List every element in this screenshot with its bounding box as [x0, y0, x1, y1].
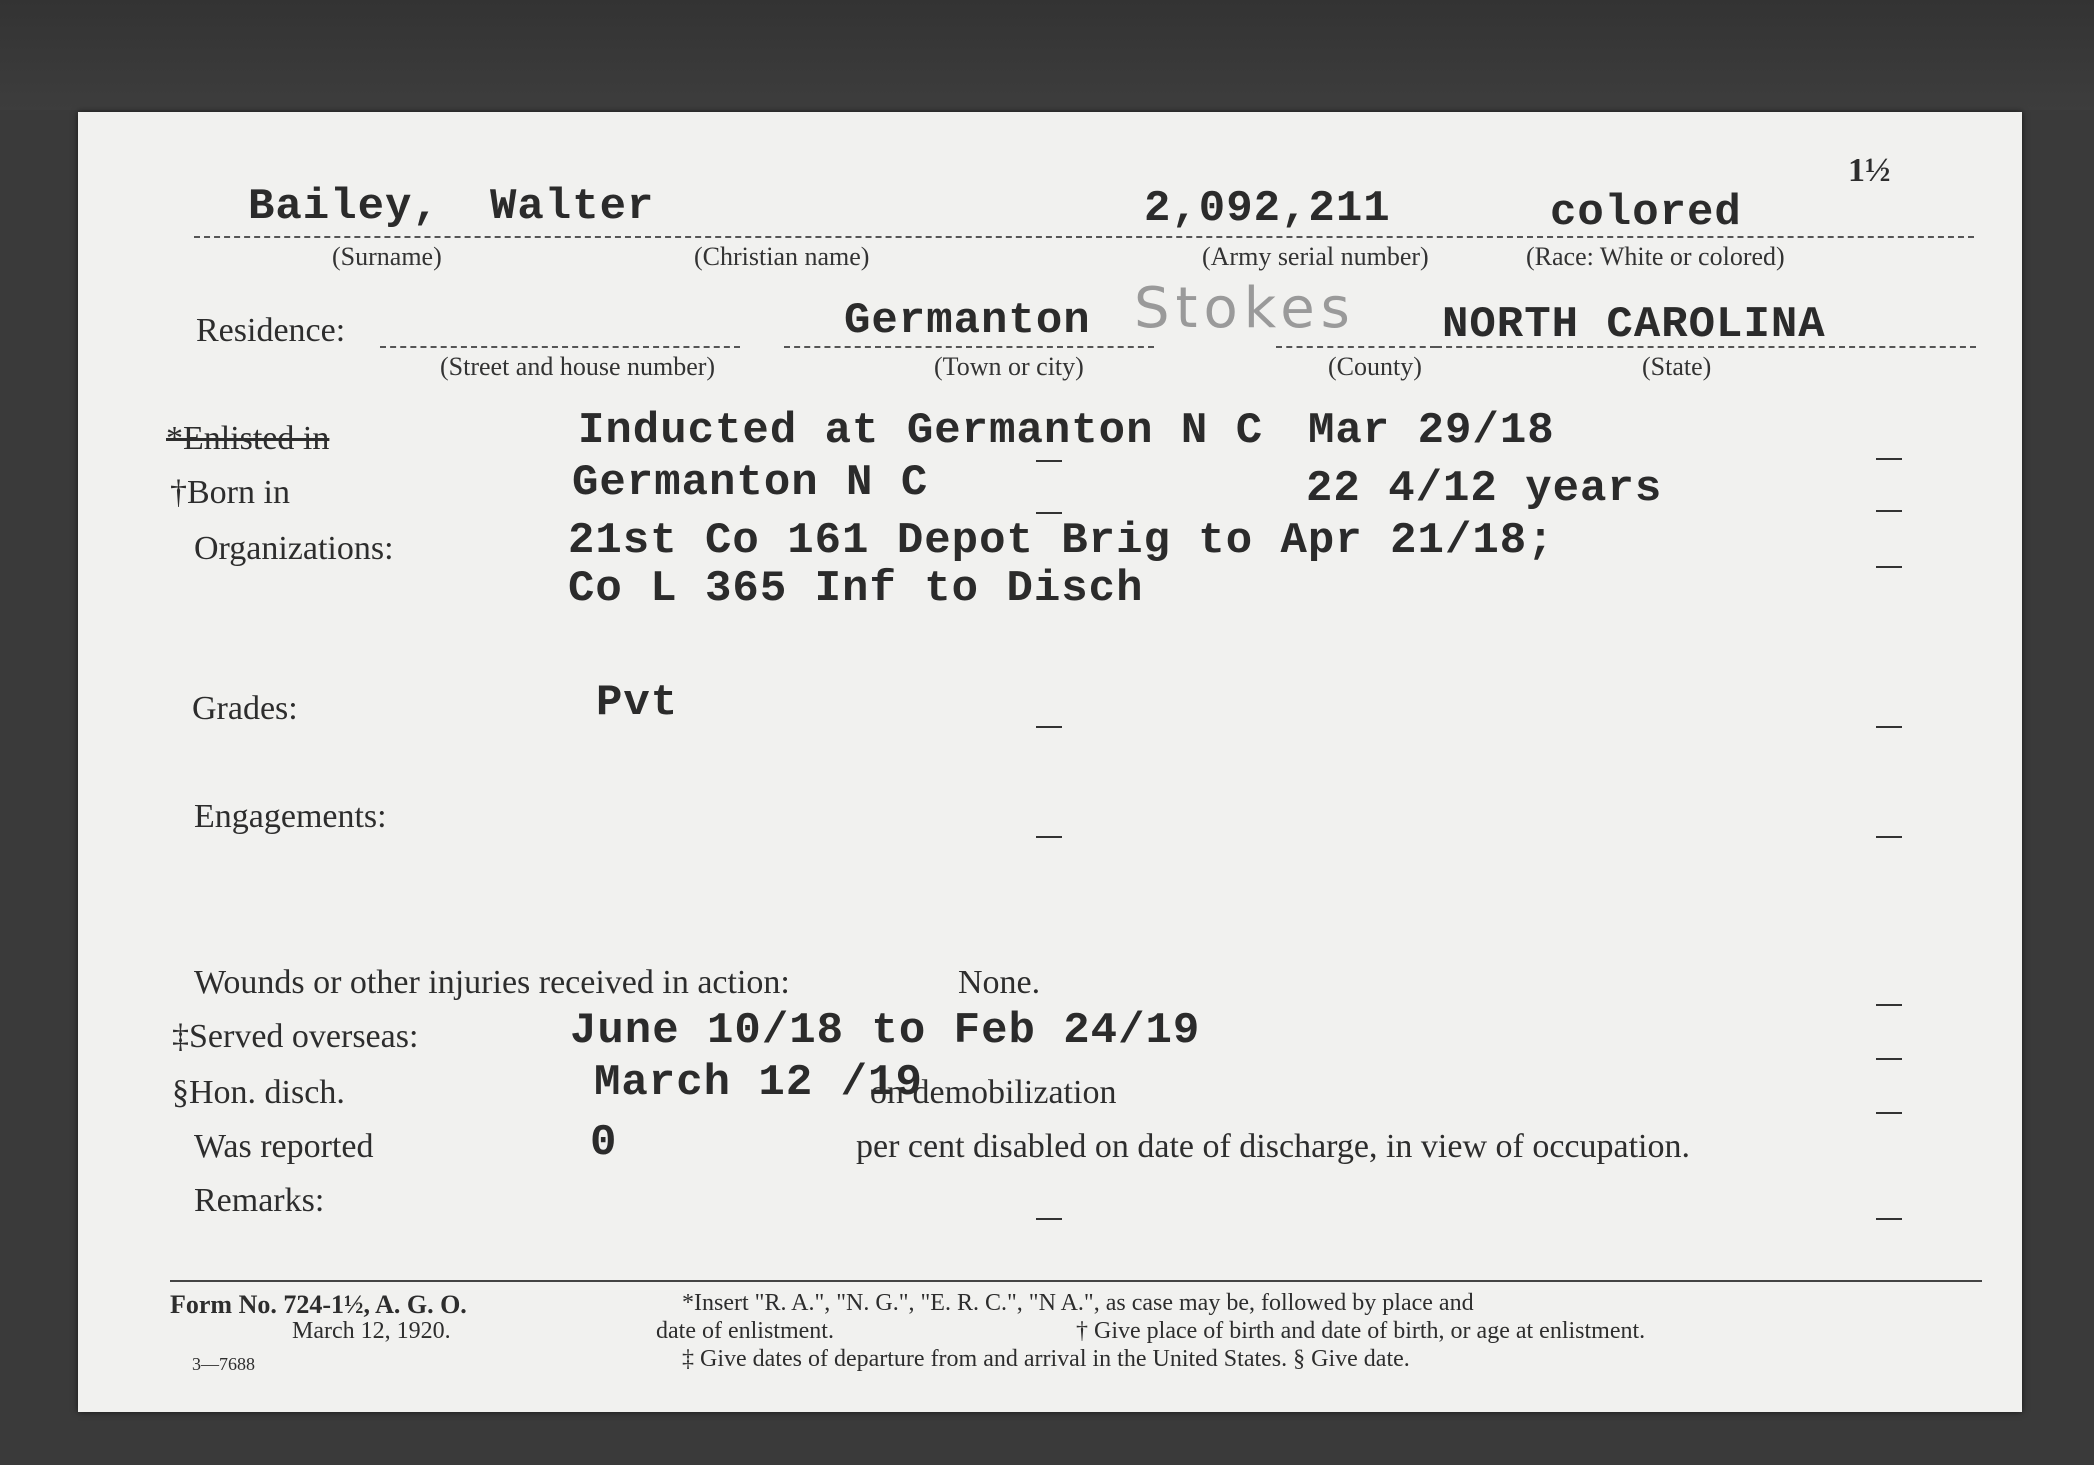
card-number: 1½: [1848, 152, 1891, 189]
mid-dash: [1036, 512, 1062, 514]
footnote-line-3: ‡ Give dates of departure from and arrival in the United States. § Give date.: [682, 1346, 1410, 1372]
margin-dash: [1876, 458, 1902, 460]
mid-dash: [1036, 460, 1062, 462]
enlisted-date: Mar 29/18: [1308, 406, 1555, 456]
residence-label: Residence:: [196, 312, 346, 349]
state-label: (State): [1642, 352, 1712, 381]
mid-dash: [1036, 836, 1062, 838]
wounds-label: Wounds or other injuries received in action:: [194, 964, 790, 1001]
mid-dash: [1036, 726, 1062, 728]
state-value: NORTH CAROLINA: [1442, 300, 1826, 350]
born-age: 22 4/12 years: [1306, 464, 1663, 514]
margin-dash: [1876, 510, 1902, 512]
reported-label: Was reported: [194, 1128, 374, 1165]
footer-rule: [170, 1280, 1982, 1282]
enlisted-value: Inducted at Germanton N C: [578, 406, 1264, 456]
county-line: [1276, 346, 1436, 348]
remarks-label: Remarks:: [194, 1182, 325, 1219]
organizations-line-1: 21st Co 161 Depot Brig to Apr 21/18;: [568, 516, 1555, 566]
scan-background: [0, 0, 2094, 110]
race-label: (Race: White or colored): [1526, 242, 1785, 271]
margin-dash: [1876, 1112, 1902, 1114]
print-code: 3—7688: [192, 1354, 255, 1374]
town-value: Germanton: [844, 296, 1091, 346]
christian-name-label: (Christian name): [694, 242, 870, 271]
surname-value: Bailey,: [248, 182, 440, 232]
county-label: (County): [1328, 352, 1422, 381]
margin-dash: [1876, 1058, 1902, 1060]
margin-dash: [1876, 1004, 1902, 1006]
overseas-value: June 10/18 to Feb 24/19: [570, 1006, 1201, 1056]
street-line: [380, 346, 740, 348]
header-line: [194, 236, 1974, 238]
organizations-label: Organizations:: [194, 530, 394, 567]
margin-dash: [1876, 726, 1902, 728]
town-label: (Town or city): [934, 352, 1084, 381]
christian-name-value: Walter: [490, 182, 655, 232]
discharge-label: §Hon. disch.: [172, 1074, 345, 1111]
margin-dash: [1876, 836, 1902, 838]
serial-number-label: (Army serial number): [1202, 242, 1429, 271]
enlisted-label: *Enlisted in: [166, 420, 330, 457]
discharge-suffix: on demobilization: [870, 1074, 1117, 1111]
grades-value: Pvt: [596, 678, 679, 728]
street-label: (Street and house number): [440, 352, 716, 381]
grades-label: Grades:: [192, 690, 298, 727]
wounds-value: None.: [958, 964, 1041, 1001]
overseas-label: ‡Served overseas:: [172, 1018, 419, 1055]
county-handwritten: Stokes: [1134, 276, 1356, 341]
surname-label: (Surname): [332, 242, 442, 271]
service-record-card: [78, 112, 2022, 1412]
form-number: Form No. 724-1½, A. G. O.: [170, 1290, 467, 1319]
footnote-line-1: *Insert "R. A.", "N. G.", "E. R. C.", "N A.", as case may be, followed by place and: [682, 1290, 1474, 1316]
form-date: March 12, 1920.: [292, 1318, 451, 1344]
margin-dash: [1876, 1218, 1902, 1220]
town-line: [784, 346, 1154, 348]
engagements-label: Engagements:: [194, 798, 387, 835]
footnote-line-2b: † Give place of birth and date of birth, or age at enlistment.: [1076, 1318, 1646, 1344]
reported-value: 0: [590, 1118, 618, 1168]
race-value: colored: [1550, 188, 1742, 238]
serial-number-value: 2,092,211: [1144, 184, 1391, 234]
margin-dash: [1876, 566, 1902, 568]
born-label: †Born in: [170, 474, 290, 511]
born-value: Germanton N C: [572, 458, 929, 508]
footnote-line-2a: date of enlistment.: [656, 1318, 834, 1344]
mid-dash: [1036, 1218, 1062, 1220]
state-line: [1436, 346, 1976, 348]
discharge-value: March 12 /19: [594, 1058, 923, 1108]
organizations-line-2: Co L 365 Inf to Disch: [568, 564, 1144, 614]
reported-suffix: per cent disabled on date of discharge, in view of occupation.: [856, 1128, 1690, 1165]
